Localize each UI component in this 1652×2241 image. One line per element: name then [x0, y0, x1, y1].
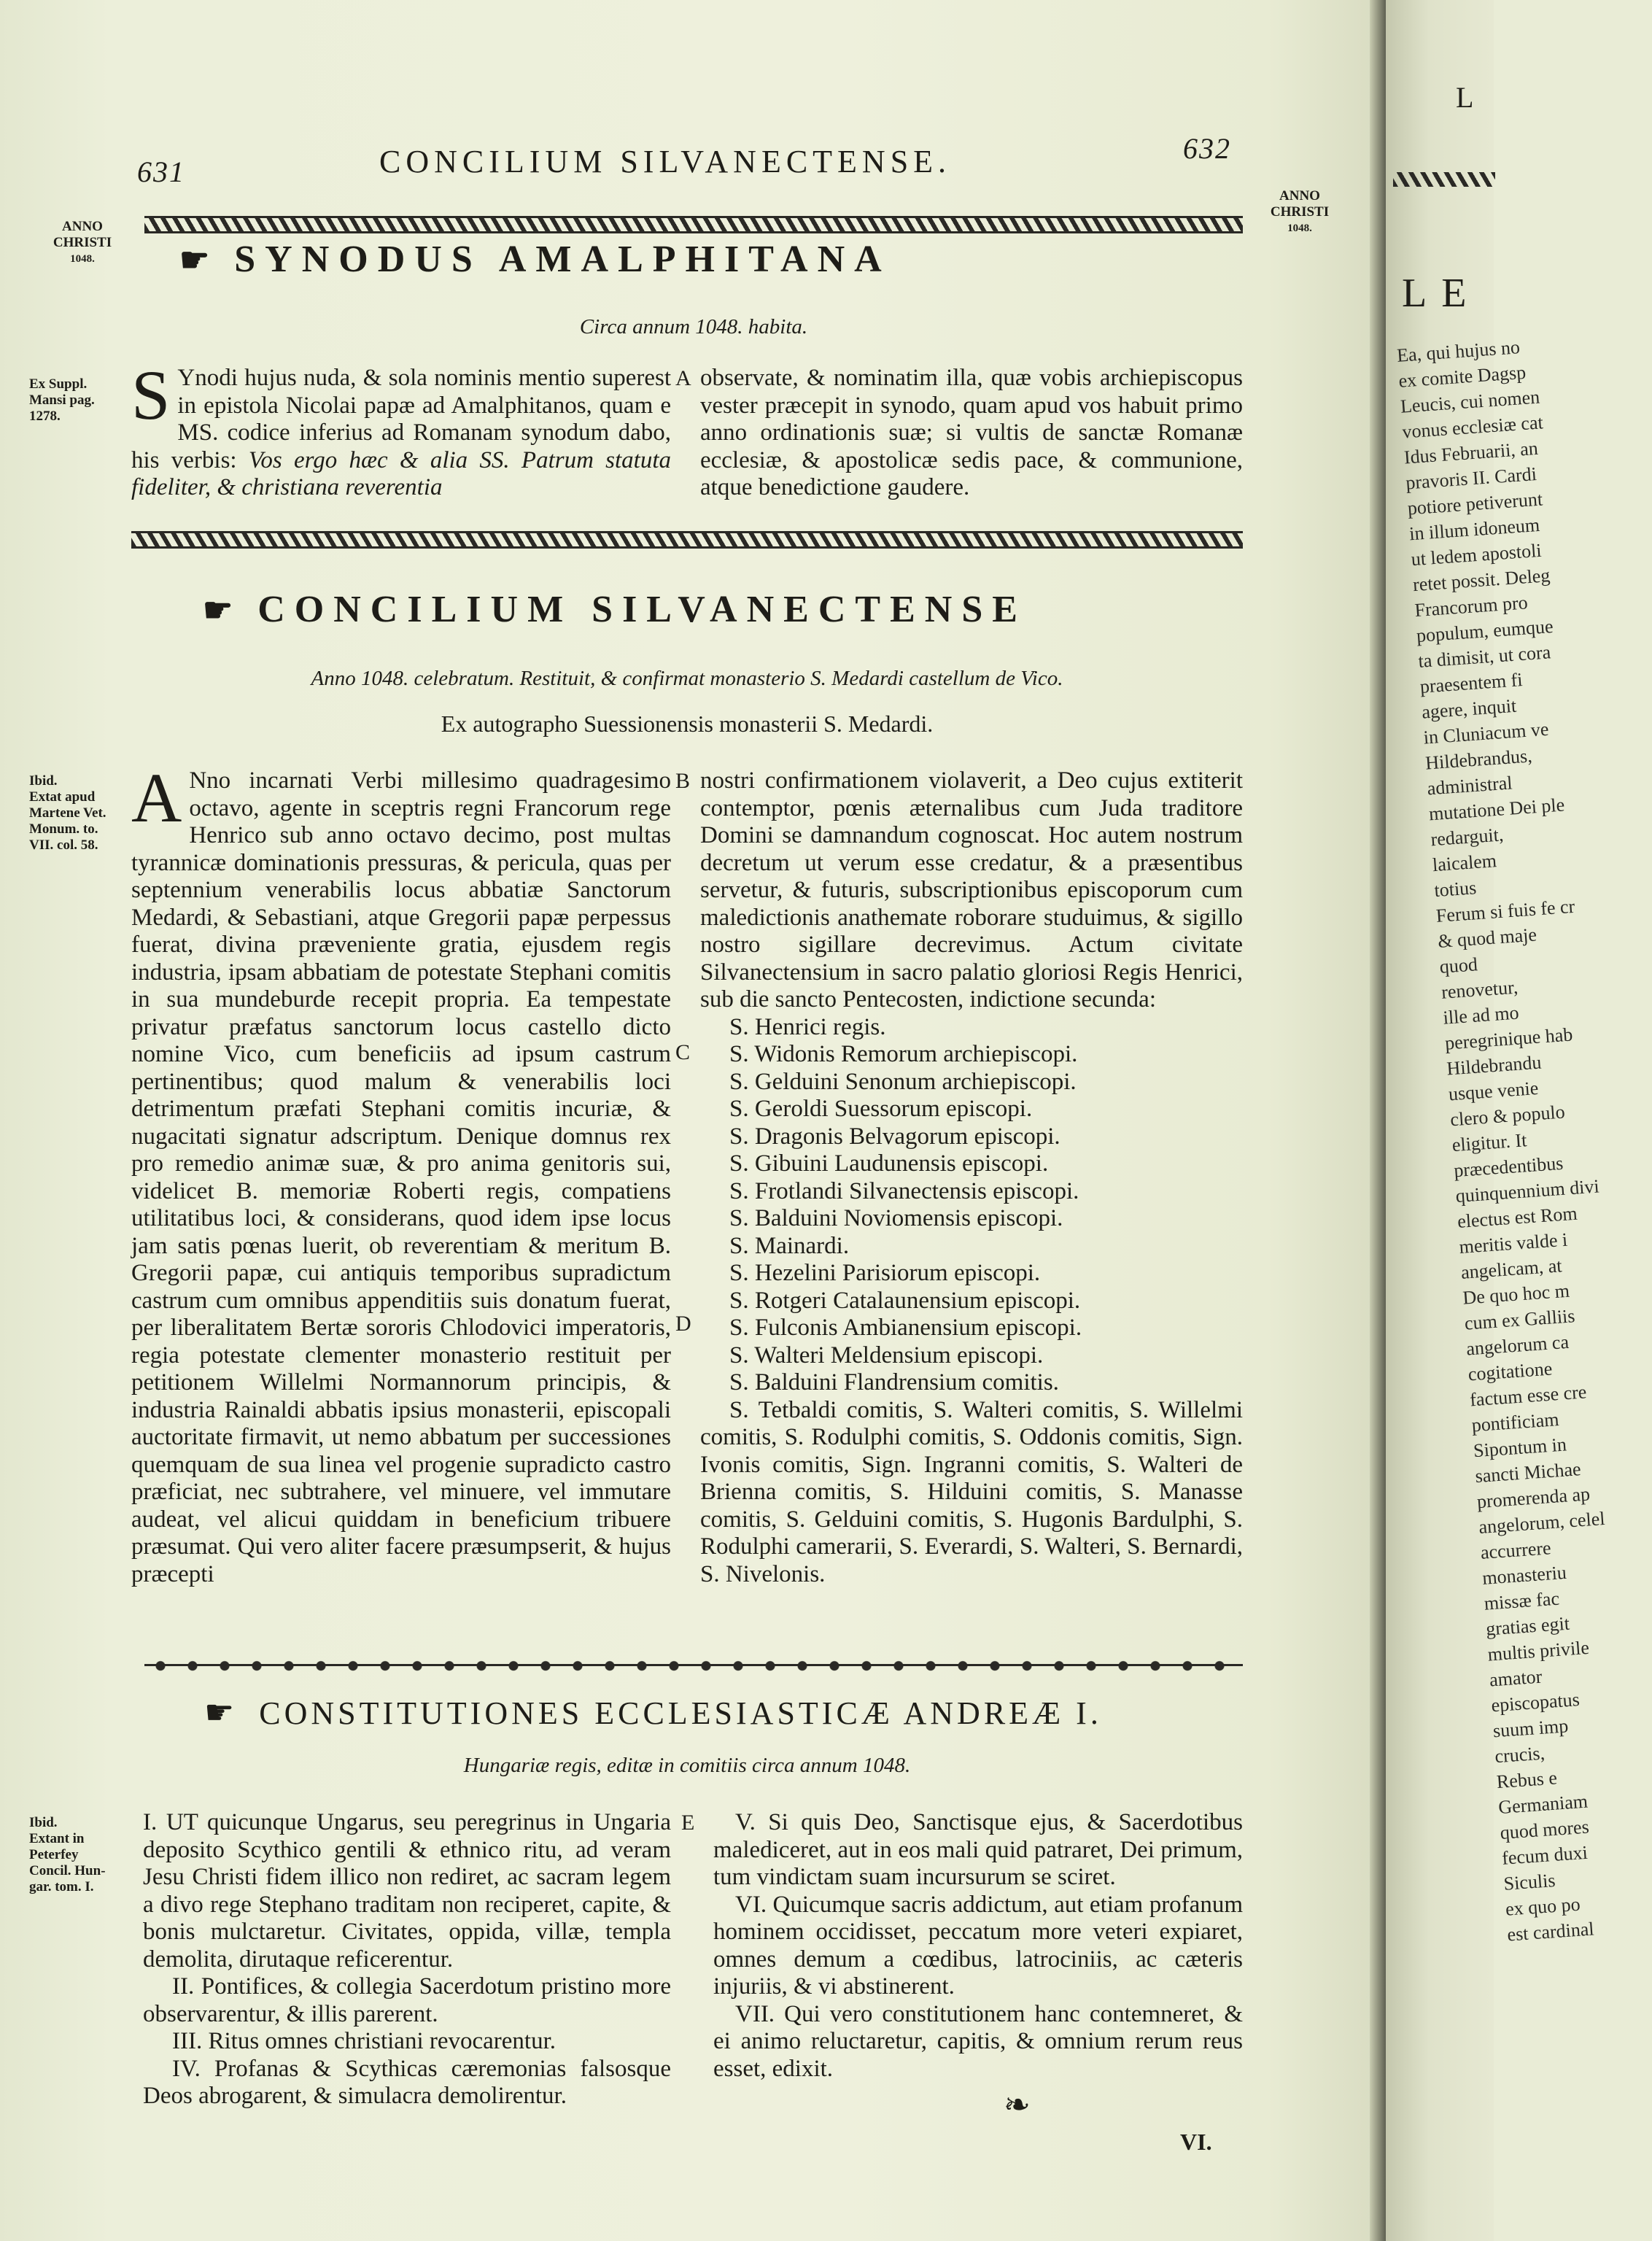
adjacent-text-line: sancti Michae [1474, 1458, 1582, 1487]
ornamental-rule [144, 216, 1243, 233]
adjacent-text-line: populum, eumque [1416, 615, 1554, 646]
adjacent-text-line: accurrere [1479, 1537, 1552, 1563]
adjacent-text-line: eligitur. It [1451, 1129, 1528, 1156]
adjacent-text-line: promerenda ap [1476, 1483, 1591, 1513]
adjacent-text-line: crucis, [1494, 1742, 1546, 1768]
margin-note-line: 1278. [29, 409, 61, 424]
adjacent-text-line: Idus Februarii, an [1403, 437, 1539, 468]
year-note-right-line: 1048. [1287, 222, 1312, 234]
adjacent-title-fragment: LE [1402, 271, 1481, 316]
adjacent-text-line: quinquennium divi [1454, 1175, 1600, 1207]
article-text: III. Ritus omnes christiani revocarentur. [172, 2028, 557, 2054]
adjacent-text-line: quod [1438, 953, 1478, 978]
signatory-item: S. Widonis Remorum archiepiscopi. [729, 1041, 1078, 1067]
margin-note-line: Ex Suppl. [29, 376, 88, 392]
signatory-item: S. Gelduini Senonum archiepiscopi. [729, 1068, 1077, 1095]
adjacent-text-line: Ferum si fuis fe cr [1435, 895, 1576, 927]
adjacent-text-line: redarguit, [1430, 824, 1505, 851]
adjacent-text-line: pravoris II. Cardi [1405, 463, 1537, 494]
adjacent-text-line: ex comite Dagsp [1397, 361, 1527, 392]
margin-marker: B [675, 769, 691, 793]
margin-note-line: gar. tom. I. [29, 1879, 94, 1894]
adjacent-text-line: angelicam, at [1460, 1255, 1563, 1283]
margin-note-line: Peterfey [29, 1847, 79, 1862]
article-text: IV. Profanas & Scythicas cæremonias falsosque Deos abrogarent, & simulacra demolirentur. [143, 2055, 671, 2109]
adjacent-text-line: cum ex Galliis [1463, 1305, 1576, 1334]
margin-note-line: Martene Vet. [29, 805, 106, 821]
adjacent-text-line: amator [1489, 1665, 1543, 1691]
adjacent-text-line: ta dimisit, ut cora [1417, 641, 1552, 672]
signatory-item: S. Geroldi Suessorum episcopi. [729, 1096, 1033, 1122]
adjacent-text-line: ex quo po [1505, 1893, 1581, 1920]
margin-note-line: Ibid. [29, 1815, 58, 1830]
year-note-left-line: CHRISTI [53, 235, 112, 250]
text-column-left [143, 1809, 671, 2110]
section-source: Ex autographo Suessionensis monasterii S. Medardi. [441, 711, 934, 737]
adjacent-text-line: renovetur, [1440, 976, 1519, 1003]
adjacent-text-line: clero & populo [1449, 1101, 1566, 1131]
paragraph-text: Nno incarnati Verbi millesimo quadragesimo octavo, agente in sceptris regni Francorum rege Henrico sub anno octavo decimo, post multas tyrannicæ dominationis pressuras, & pericula, quas per septennium venerabilis locus abbatiæ Sanctorum Medardi, & Sebastiani, atque Gregorii papæ perpessus fuerat, divina præveniente gratia, ejusdem regis industria, ipsam abbatiam de potestate Stephani comitis in sua mundeburde recepit propria. Ea tempestate privatur præfatus sanctorum locus castello dicto nomine Vico, cum beneficiis ad ipsum castrum pertinentibus; quod malum & venerabilis loci detrimentum præfati Stephani comitis incuriæ, & nugacitati signatur adscriptum. Denique domnus rex pro remedio animæ suæ, & pro anima genitoris sui, videlicet B. memoriæ Roberti regis, compatiens utilitatibus loci, & considerans, quod idem ipse locus jam satis pœnas luerit, ob reverentiam & meritum B. Gregorii papæ, cui antiquis temporibus supradictum castrum cum omnibus appenditiis suis donatum fuerat, per liberalitatem Bertæ sororis Chlodovici imperatoris, regia potestate clementer monasterio restituit per petitionem Willelmi Normannorum principis, & industria Rainaldi abbatis ipsius monasterii, episcopali auctoritate firmavit, ut nemo abbatum per successiones quemquam de sua linea vel progenie supradicto castro præficiat, nec subtrahere, vel minuere, vel immutare audeat, vel alicui quiddam in beneficium tribuere præsumat. Qui vero aliter facere præsumpserit, & hujus præcepti [131, 767, 671, 1587]
ornamental-rule [1393, 172, 1495, 187]
section-title-synodus [179, 238, 1237, 281]
adjacent-text-line: electus est Rom [1457, 1202, 1578, 1233]
section-title-constitutiones [204, 1692, 1240, 1732]
year-note-right [1249, 188, 1351, 236]
adjacent-text-line: angelorum ca [1465, 1331, 1570, 1360]
adjacent-text-line: & quod maje [1437, 924, 1537, 952]
adjacent-text-line: in Cluniacum ve [1422, 718, 1550, 748]
text-column-right [700, 767, 1243, 1588]
adjacent-text-line: mutatione Dei ple [1428, 794, 1566, 825]
adjacent-text-line: monasteriu [1481, 1561, 1567, 1589]
signatory-item: S. Gibuini Laudunensis episcopi. [729, 1150, 1049, 1177]
section-title-text: SYNODUS AMALPHITANA [234, 239, 891, 280]
paragraph-text: S. Tetbaldi comitis, S. Walteri comitis, S. Willelmi comitis, S. Rodulphi comitis, S. Oddonis comitis, Sign. Ivonis comitis, Sign. Ingranni comitis, S. Walteri de Brienna comitis, S. Hilduini comitis, S. Manasse comitis, S. Gelduini comitis, S. Hugonis Bardulphi, S. Rodulphi camerarii, S. Everardi, S. Walteri, S. Bernardi, S. Nivelonis. [700, 1396, 1243, 1587]
adjacent-header-fragment: L [1456, 81, 1474, 114]
adjacent-text-line: Hildebrandu [1446, 1051, 1543, 1080]
adjacent-text-line: peregrinique hab [1444, 1023, 1574, 1054]
text-column-left [131, 356, 672, 502]
adjacent-page [1386, 0, 1606, 2241]
adjacent-text-line: pontificiam [1470, 1409, 1560, 1436]
margin-marker: E [681, 1811, 695, 1835]
adjacent-text-line: multis privile [1486, 1636, 1590, 1665]
margin-note-line: Monum. to. [29, 821, 98, 837]
signatory-item: S. Rotgeri Catalaunensium episcopi. [729, 1287, 1081, 1314]
adjacent-text-line: in illum idoneum [1408, 514, 1540, 545]
margin-note-line: Ibid. [29, 773, 58, 789]
left-page-number: 631 [137, 155, 185, 188]
margin-note-line: Extant in [29, 1831, 85, 1846]
adjacent-text-line: episcopatus [1490, 1689, 1581, 1716]
adjacent-text-line: agere, inquit [1421, 694, 1518, 723]
ornamental-rule [144, 1654, 1243, 1673]
signatory-item: S. Balduini Noviomensis episcopi. [729, 1205, 1063, 1231]
catchword: VI. [1180, 2129, 1212, 2155]
adjacent-text-line: fecum duxi [1501, 1841, 1589, 1869]
section-title-concilium [203, 588, 1238, 631]
drop-cap: A [131, 759, 182, 837]
adjacent-text-line: laicalem [1432, 850, 1497, 876]
adjacent-text-line: administral [1426, 772, 1513, 800]
drop-cap: S [131, 356, 171, 434]
article-text: I. UT quicunque Ungarus, seu peregrinus in Ungaria deposito Scythico gentili & ethnico ritu, ad veram Jesu Christi fidem illico non rediret, ac sacram legem a divo rege Stephano traditam non reciperet, capite, & bonis mulctaretur. Civitates, oppida, villæ, templa demolita, dirutaque reficerentur. [143, 1809, 671, 1973]
adjacent-text-line: Germaniam [1497, 1790, 1589, 1819]
adjacent-text-line: ille ad mo [1442, 1002, 1520, 1029]
adjacent-text-line: est cardinal [1506, 1918, 1595, 1946]
adjacent-text-line: Francorum pro [1413, 592, 1529, 622]
adjacent-text-line: retet possit. Deleg [1412, 565, 1551, 596]
margin-marker: A [675, 366, 691, 390]
signatory-list [700, 1014, 1243, 1397]
margin-marker: D [675, 1312, 691, 1336]
adjacent-text-column [1396, 336, 1610, 1947]
adjacent-text-line: usque venie [1448, 1077, 1540, 1105]
adjacent-text-line: præcedentibus [1453, 1152, 1564, 1182]
adjacent-text-line: quod mores [1499, 1816, 1590, 1843]
adjacent-text-line: cogitatione [1467, 1358, 1554, 1385]
adjacent-text-line: factum esse cre [1469, 1381, 1588, 1411]
pointing-hand-icon: ☛ [179, 241, 210, 279]
adjacent-text-line: missæ fac [1483, 1587, 1560, 1614]
adjacent-text-line: praesentem fi [1419, 669, 1524, 697]
article-text: VII. Qui vero constitutionem hanc contemneret, & ei animo reluctaretur, capitis, & omnium rerum reus esset, edixit. [713, 2000, 1243, 2082]
paragraph-text: nostri confirmationem violaverit, a Deo cujus extiterit contemptor, pœnis æternalibus cum Juda traditore Domini se damnandum cognoscat. Hoc autem nostrum decretum ut verum esse credatur, & a præsentibus servetur, & futuris, subscriptionibus episcoporum cum maledictionis anathemate roborare studuimus, & sigillo nostro sigillare decrevimus. Actum civitate Silvanectensium in sacro palatio gloriosi Regis Henrici, sub die sancto Pentecosten, indictione secunda: [700, 767, 1243, 1013]
year-note-left-line: 1048. [70, 253, 95, 265]
section-title-text: CONSTITUTIONES ECCLESIASTICÆ ANDREÆ I. [259, 1695, 1102, 1731]
adjacent-text-line: gratias egit [1485, 1612, 1570, 1640]
signatory-item: S. Hezelini Parisiorum episcopi. [729, 1260, 1041, 1286]
signatory-item: S. Frotlandi Silvanectensis episcopi. [729, 1177, 1079, 1204]
adjacent-text-line: meritis valde i [1458, 1228, 1569, 1258]
adjacent-text-line: Sipontum in [1473, 1433, 1567, 1462]
section-subtitle: Anno 1048. celebratum. Restituit, & confirmat monasterio S. Medardi castellum de Vico. [311, 667, 1063, 690]
section-subtitle: Hungariæ regis, editæ in comitiis circa annum 1048. [463, 1754, 911, 1777]
year-note-right-line: CHRISTI [1270, 204, 1330, 220]
margin-note-line: Concil. Hun- [29, 1863, 106, 1878]
margin-note-line: Mansi pag. [29, 392, 95, 408]
signatory-item: S. Walteri Meldensium episcopi. [729, 1342, 1044, 1369]
margin-note-line: VII. col. 58. [29, 837, 98, 853]
adjacent-text-line: ut ledem apostoli [1410, 539, 1543, 570]
running-title: CONCILIUM SILVANECTENSE. [379, 144, 952, 179]
ornamental-rule [131, 531, 1243, 549]
adjacent-text-line: vonus ecclesiæ cat [1401, 411, 1544, 443]
adjacent-text-line: De quo hoc m [1462, 1280, 1570, 1309]
pointing-hand-icon: ☛ [204, 1694, 235, 1731]
signatory-item: S. Dragonis Belvagorum episcopi. [729, 1123, 1060, 1150]
paragraph-text: Ynodi hujus nuda, & sola nominis mentio superest in epistola Nicolai papæ ad Amalphitanos, quam e MS. codice inferius ad Romanam synodum dabo, his verbis: [131, 365, 671, 473]
right-page-number: 632 [1183, 132, 1231, 165]
section-title-text: CONCILIUM SILVANECTENSE [257, 589, 1027, 630]
article-text: VI. Quicumque sacris addictum, aut etiam profanum hominem occidisset, peccatum more veteri expiaret, omnes demum a cœdibus, latrociniis, ac cæteris injuriis, & vi abstinerent. [713, 1891, 1243, 2000]
article-text: II. Pontifices, & collegia Sacerdotum pristino more observarentur, & illis parerent. [143, 1973, 671, 2027]
adjacent-text-line: potiore petiverunt [1406, 488, 1543, 519]
adjacent-text-line: Rebus e [1495, 1767, 1558, 1793]
margin-marker: C [675, 1040, 691, 1064]
adjacent-text-line: Leucis, cui nomen [1400, 386, 1540, 417]
section-subtitle: Circa annum 1048. habita. [579, 315, 808, 338]
text-column-right [713, 1809, 1243, 2083]
book-gutter [1370, 0, 1386, 2241]
paragraph-italic: Vos ergo hæc & alia SS. Patrum statuta fideliter, & christiana reverentia [131, 446, 672, 500]
adjacent-text-line: totius [1433, 877, 1478, 902]
adjacent-text-line: Hildebrandus, [1424, 745, 1533, 774]
fleuron-icon: ❧ [1004, 2087, 1031, 2123]
year-note-left [35, 219, 130, 267]
margin-note-line: Extat apud [29, 789, 96, 805]
year-note-right-line: ANNO [1279, 188, 1320, 204]
year-note-left-line: ANNO [62, 219, 103, 234]
signatory-item: S. Mainardi. [729, 1232, 850, 1259]
adjacent-text-line: Siculis [1502, 1869, 1556, 1894]
adjacent-text-line: angelorum, celel [1478, 1507, 1606, 1538]
text-column-right: observate, & nominatim illa, quæ vobis archiepiscopus vester præcepit in synodo, quam apud vos habuit primo anno ordinationis suæ; si vultis de sanctæ Romanæ ecclesiæ, & apostolicæ sedis pace, & communione, atque benedictione gaudere. [700, 365, 1243, 500]
margin-note-source [29, 376, 139, 425]
pointing-hand-icon: ☛ [203, 592, 233, 629]
signatory-item: S. Balduini Flandrensium comitis. [729, 1369, 1059, 1396]
text-column-left [131, 759, 671, 1588]
margin-note-source [29, 1815, 139, 1895]
article-text: V. Si quis Deo, Sanctisque ejus, & Sacerdotibus malediceret, aut in eos mali quid patraret, Dei primum, tum vindictam suam incursurum se sciret. [713, 1809, 1243, 1890]
signatory-item: S. Fulconis Ambianensium episcopi. [729, 1315, 1082, 1341]
adjacent-text-line: Ea, qui hujus no [1396, 336, 1521, 366]
margin-note-source [29, 773, 139, 854]
adjacent-text-line: suum imp [1492, 1715, 1570, 1742]
signatory-item: S. Henrici regis. [729, 1013, 886, 1040]
